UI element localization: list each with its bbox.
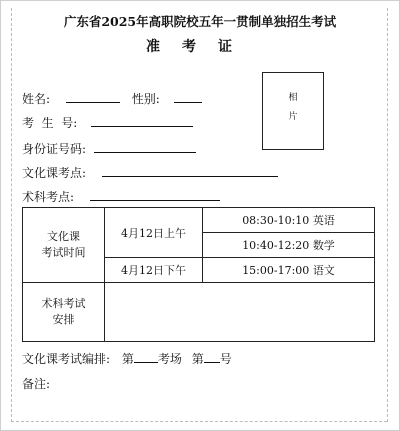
id-number-label: 身份证号码: <box>22 142 87 156</box>
culture-site-label: 文化课考点: <box>22 166 87 180</box>
english-time-cell <box>203 208 375 233</box>
exam-number-row <box>22 114 193 131</box>
bottom-margin-line <box>11 421 387 422</box>
table-row <box>23 208 375 233</box>
chinese-subject: 语文 <box>312 264 335 277</box>
art-site-row <box>22 188 220 205</box>
photo-label-line-2: 片 <box>288 112 298 122</box>
morning-date-cell: 4月12日上午 <box>105 208 203 258</box>
exam-arrangement-row <box>22 350 232 367</box>
room-suffix: 考场 <box>157 352 182 366</box>
id-number-row <box>22 140 196 157</box>
room-prefix: 第 <box>121 352 134 366</box>
seat-number-field[interactable] <box>204 350 220 363</box>
culture-site-field[interactable] <box>102 164 278 177</box>
english-time: 08:30-10:10 <box>242 214 310 227</box>
culture-site-row <box>22 164 278 181</box>
table-row <box>23 283 375 342</box>
culture-label-line-1: 文化课 <box>47 230 80 243</box>
art-site-field[interactable] <box>90 188 220 201</box>
document-subtitle: 准考证 <box>146 39 254 55</box>
culture-exam-time-label <box>23 208 105 283</box>
name-field[interactable] <box>66 90 120 103</box>
name-gender-row <box>22 90 202 107</box>
id-number-field[interactable] <box>94 140 196 153</box>
english-subject: 英语 <box>312 214 335 227</box>
math-time: 10:40-12:20 <box>242 239 310 252</box>
art-label-line-1: 术科考试 <box>41 297 86 310</box>
math-time-cell <box>203 233 375 258</box>
seat-suffix: 号 <box>219 352 232 366</box>
art-label-line-2: 安排 <box>52 313 75 326</box>
room-number-field[interactable] <box>134 350 158 363</box>
art-site-label: 术科考点: <box>22 190 75 204</box>
arrangement-label: 文化课考试编排: <box>22 352 111 366</box>
left-margin-line <box>11 8 12 422</box>
chinese-time-cell <box>203 258 375 283</box>
exam-number-field[interactable] <box>91 114 193 127</box>
gender-label: 性别: <box>131 92 160 106</box>
art-exam-arrangement-cell <box>105 283 375 342</box>
photo-placeholder-label <box>263 89 323 127</box>
culture-label-line-2: 考试时间 <box>41 246 86 259</box>
name-label: 姓名: <box>22 92 51 106</box>
math-subject: 数学 <box>312 239 335 252</box>
exam-number-label: 考 生 号: <box>22 116 78 130</box>
document-title: 广东省2025年高职院校五年一贯制单独招生考试 <box>63 14 337 29</box>
art-exam-arrangement-label <box>23 283 105 342</box>
afternoon-date-cell: 4月12日下午 <box>105 258 203 283</box>
notes-label: 备注: <box>22 377 51 391</box>
exam-schedule-table <box>22 207 375 342</box>
chinese-time: 15:00-17:00 <box>242 264 310 277</box>
seat-prefix: 第 <box>191 352 204 366</box>
photo-box <box>262 72 324 150</box>
photo-label-line-1: 相 <box>288 93 298 103</box>
gender-field[interactable] <box>174 90 202 103</box>
right-margin-line <box>387 8 388 422</box>
